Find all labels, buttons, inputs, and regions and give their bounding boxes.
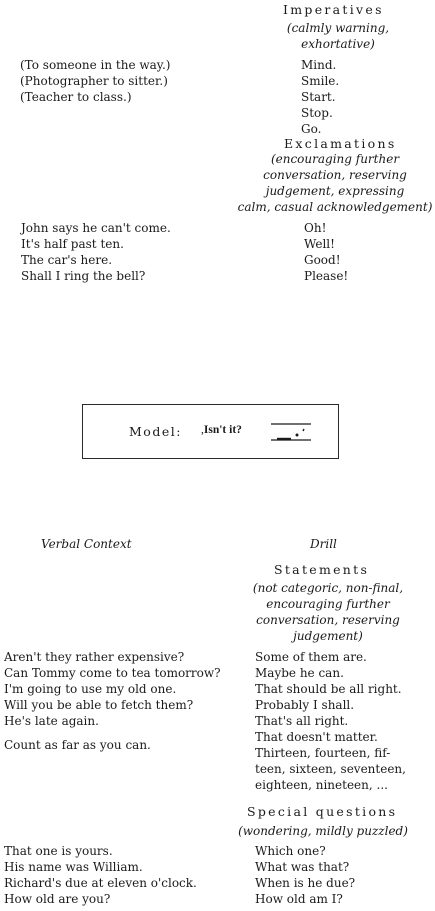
imperatives-contexts — [20, 57, 170, 105]
intonation-dot — [296, 434, 299, 437]
drill-line: When is he due? — [255, 876, 356, 890]
drill-line: Which one? — [255, 844, 326, 858]
intonation-rise-mark — [303, 429, 304, 431]
context-line: Count as far as you can. — [4, 738, 151, 752]
stress-mark: , — [201, 424, 204, 436]
drill-line: Maybe he can. — [255, 666, 344, 680]
drill-line: What was that? — [255, 860, 350, 874]
context-line: John says he can't come. — [21, 221, 171, 235]
exclamations-note — [235, 151, 435, 215]
model-phrase-text: Isn't it? — [203, 424, 242, 436]
imperatives-note-line: (calmly warning, — [286, 21, 390, 35]
context-line: Can Tommy come to tea tomorrow? — [4, 666, 221, 680]
drill-line: That should be all right. — [255, 682, 402, 696]
statements-note-line: judgement) — [293, 629, 363, 643]
drill-line: Mind. — [301, 58, 337, 72]
model-box — [82, 404, 339, 459]
drill-line: Oh! — [304, 221, 327, 235]
drill-line: That's all right. — [255, 714, 349, 728]
drill-line: Smile. — [301, 74, 340, 88]
drill-line: Well! — [304, 237, 335, 251]
drill-line: Stop. — [301, 106, 333, 120]
imperatives-note — [270, 20, 406, 52]
drill-line: Please! — [304, 269, 349, 283]
special-questions-drills — [255, 843, 355, 907]
model-label: Model: — [129, 424, 182, 439]
context-line: His name was William. — [4, 860, 143, 874]
context-line: That one is yours. — [4, 844, 113, 858]
context-line — [4, 729, 221, 737]
model-phrase — [201, 424, 242, 436]
exclamations-note-line: judgement, expressing — [265, 184, 405, 198]
exclamations-note-line: (encouraging further — [270, 152, 400, 166]
context-line: He's late again. — [4, 714, 99, 728]
context-line: Shall I ring the bell? — [21, 269, 146, 283]
verbal-context-header: Verbal Context — [41, 537, 132, 551]
statements-note-line: (not categoric, non-final, — [252, 581, 404, 595]
statements-note — [240, 580, 416, 644]
imperatives-heading: Imperatives — [283, 2, 384, 17]
context-line: (Teacher to class.) — [20, 90, 132, 104]
context-line: (Photographer to sitter.) — [20, 74, 168, 88]
context-line: How old are you? — [4, 892, 111, 906]
drill-line: Some of them are. — [255, 650, 367, 664]
intonation-diagram — [269, 418, 313, 448]
imperatives-note-line: exhortative) — [301, 37, 375, 51]
statements-drills — [255, 649, 406, 793]
statements-note-line: conversation, reserving — [256, 613, 400, 627]
imperatives-drills — [301, 57, 339, 137]
statements-contexts — [4, 649, 221, 753]
context-line: The car's here. — [21, 253, 113, 267]
exclamations-note-line: conversation, reserving — [263, 168, 407, 182]
drill-line: How old am I? — [255, 892, 343, 906]
drill-line: Go. — [301, 122, 322, 136]
context-line: Will you be able to fetch them? — [4, 698, 194, 712]
context-line: Aren't they rather expensive? — [4, 650, 185, 664]
special-questions-note-line: (wondering, mildly puzzled) — [238, 824, 408, 838]
context-line: (To someone in the way.) — [20, 58, 171, 72]
context-line: Richard's due at eleven o'clock. — [4, 876, 197, 890]
exclamations-contexts — [21, 220, 171, 284]
special-questions-note — [233, 823, 413, 839]
drill-line: Thirteen, fourteen, fif- — [255, 746, 391, 760]
drill-line: Good! — [304, 253, 341, 267]
drill-line: Start. — [301, 90, 336, 104]
drill-line: teen, sixteen, seventeen, — [255, 762, 406, 776]
exclamations-heading: Exclamations — [284, 136, 397, 151]
drill-line: Probably I shall. — [255, 698, 355, 712]
exclamations-note-line: calm, casual acknowledgement) — [237, 200, 433, 214]
statements-heading: Statements — [274, 562, 370, 577]
drill-line: That doesn't matter. — [255, 730, 378, 744]
statements-note-line: encouraging further — [266, 597, 390, 611]
drill-line: eighteen, nineteen, ... — [255, 778, 388, 792]
drill-header: Drill — [310, 537, 337, 551]
context-line: It's half past ten. — [21, 237, 124, 251]
context-line: I'm going to use my old one. — [4, 682, 177, 696]
special-questions-heading: Special questions — [247, 804, 398, 819]
special-questions-contexts — [4, 843, 197, 907]
exclamations-drills — [304, 220, 348, 284]
